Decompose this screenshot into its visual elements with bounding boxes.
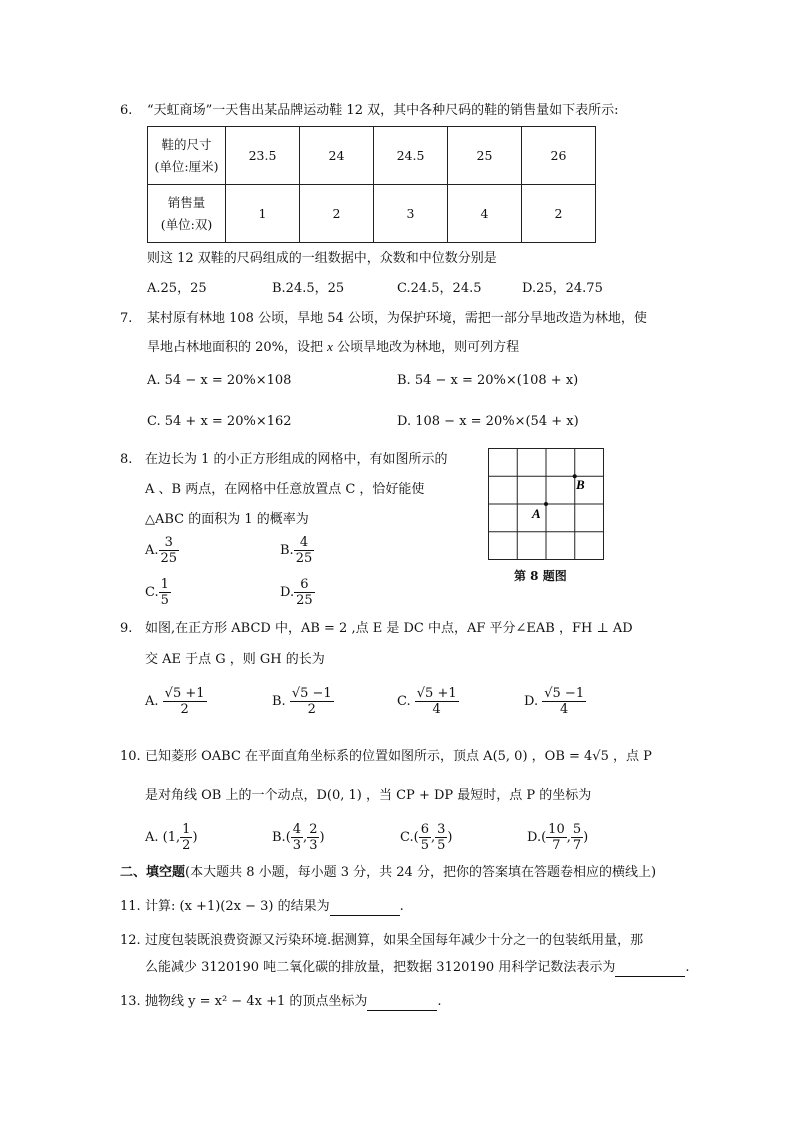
q6-number: 6. bbox=[120, 103, 133, 118]
q9-option-c: C. $\frac{√5 +1}{4}$ bbox=[397, 686, 457, 717]
table-cell: 1 bbox=[226, 185, 300, 243]
table-cell: 24.5 bbox=[374, 127, 448, 185]
q8-option-c: C. $\frac{1}{5}$ bbox=[145, 577, 169, 608]
q7-option-c: C. 54 + x = 20%×162 bbox=[147, 414, 292, 429]
q9-line1: 如图,在正方形 ABCD 中，AB = 2 ,点 E 是 DC 中点，AF 平分∠EAB ，FH ⊥ AD bbox=[145, 621, 633, 636]
point-a-label: A bbox=[532, 506, 541, 521]
section2-heading: 二、填空题(本大题共 8 小题，每小题 3 分，共 24 分，把你的答案填在答题卷相应的横线上) bbox=[120, 865, 657, 880]
q7-option-a: A. 54 − x = 20%×108 bbox=[147, 373, 292, 388]
q10-option-b: B.( $\frac{4}{3}$ , $\frac{2}{3}$ ) bbox=[272, 822, 325, 853]
q8-option-d: D. $\frac{6}{25}$ bbox=[280, 577, 313, 608]
table-cell: 24 bbox=[300, 127, 374, 185]
q8-figure-caption: 第 8 题图 bbox=[514, 569, 567, 583]
q13-number: 13. bbox=[120, 994, 141, 1009]
q11-text: 计算: (x +1)(2x − 3) 的结果为 . bbox=[145, 899, 404, 914]
q7-option-d: D. 108 − x = 20%×(54 + x) bbox=[397, 414, 579, 429]
q8-line1: 在边长为 1 的小正方形组成的网格中，有如图所示的 bbox=[145, 452, 448, 467]
table-cell: 2 bbox=[300, 185, 374, 243]
table-row bbox=[148, 185, 596, 243]
q10-option-a: A. (1, $\frac{1}{2}$ ) bbox=[145, 822, 198, 853]
q8-grid-figure bbox=[486, 446, 606, 562]
q9-option-b: B. $\frac{√5 -1}{2}$ bbox=[272, 686, 332, 717]
q8-line3: △ABC 的面积为 1 的概率为 bbox=[145, 512, 309, 527]
q7-line1: 某村原有林地 108 公顷，旱地 54 公顷，为保护环境，需把一部分旱地改造为林地，使 bbox=[147, 311, 647, 326]
shoe-size-table bbox=[147, 126, 596, 243]
q8-line2: A 、B 两点，在网格中任意放置点 C ，恰好能使 bbox=[145, 482, 425, 497]
point-b-label: B bbox=[576, 477, 585, 492]
point-a-dot bbox=[544, 502, 548, 506]
q12-line1: 过度包装既浪费资源又污染环境.据测算，如果全国每年减少十分之一的包装纸用量，那 bbox=[145, 933, 644, 948]
q7-option-b: B. 54 − x = 20%×(108 + x) bbox=[397, 373, 579, 388]
q6-stem: “天虹商场”一天售出某品牌运动鞋 12 双，其中各种尺码的鞋的销售量如下表所示: bbox=[147, 103, 619, 118]
q6-option-d: D.25，24.75 bbox=[522, 281, 603, 296]
q6-option-b: B.24.5，25 bbox=[272, 281, 345, 296]
q10-line1: 已知菱形 OABC 在平面直角坐标系的位置如图所示，顶点 A(5, 0) ，OB = 4√5 ，点 P bbox=[145, 749, 652, 764]
q8-option-b: B. $\frac{4}{25}$ bbox=[280, 535, 313, 566]
q9-line2: 交 AE 于点 G ，则 GH 的长为 bbox=[145, 652, 325, 667]
table-header-cell: 鞋的尺寸 (单位:厘米) bbox=[148, 127, 226, 185]
table-cell: 3 bbox=[374, 185, 448, 243]
q11-number: 11. bbox=[120, 899, 141, 914]
q6-question: 则这 12 双鞋的尺码组成的一组数据中，众数和中位数分别是 bbox=[147, 251, 497, 266]
q7-line2: 旱地占林地面积的 20%，设把 x 公顷旱地改为林地，则可列方程 bbox=[147, 339, 520, 355]
q6-option-a: A.25，25 bbox=[147, 281, 207, 296]
table-cell: 25 bbox=[448, 127, 522, 185]
q6-option-c: C.24.5，24.5 bbox=[397, 281, 482, 296]
q8-number: 8. bbox=[120, 452, 133, 467]
q9-number: 9. bbox=[120, 621, 133, 636]
answer-blank bbox=[330, 901, 400, 916]
table-cell: 23.5 bbox=[226, 127, 300, 185]
q10-number: 10. bbox=[120, 749, 141, 764]
q10-option-c: C.( $\frac{6}{5}$ , $\frac{3}{5}$ ) bbox=[400, 822, 453, 853]
table-cell: 2 bbox=[522, 185, 596, 243]
table-cell: 26 bbox=[522, 127, 596, 185]
q12-line2: 么能减少 3120190 吨二氧化碳的排放量，把数据 3120190 用科学记数法表示为 . bbox=[145, 960, 690, 975]
table-row bbox=[148, 127, 596, 185]
q10-line2: 是对角线 OB 上的一个动点，D(0, 1) ，当 CP + DP 最短时，点 P 的坐标为 bbox=[145, 788, 592, 803]
q12-number: 12. bbox=[120, 933, 141, 948]
q9-option-a: A. $\frac{√5 +1}{2}$ bbox=[145, 686, 205, 717]
q7-number: 7. bbox=[120, 311, 133, 326]
q10-option-d: D.( $\frac{10}{7}$ , $\frac{5}{7}$ ) bbox=[527, 822, 589, 853]
answer-blank bbox=[615, 962, 685, 977]
q13-text: 抛物线 y = x² − 4x +1 的顶点坐标为 . bbox=[145, 994, 442, 1009]
table-cell: 4 bbox=[448, 185, 522, 243]
answer-blank bbox=[367, 996, 437, 1011]
q8-option-a: A. $\frac{3}{25}$ bbox=[145, 535, 178, 566]
q9-option-d: D. $\frac{√5 -1}{4}$ bbox=[524, 686, 585, 717]
table-header-cell: 销售量 (单位:双) bbox=[148, 185, 226, 243]
